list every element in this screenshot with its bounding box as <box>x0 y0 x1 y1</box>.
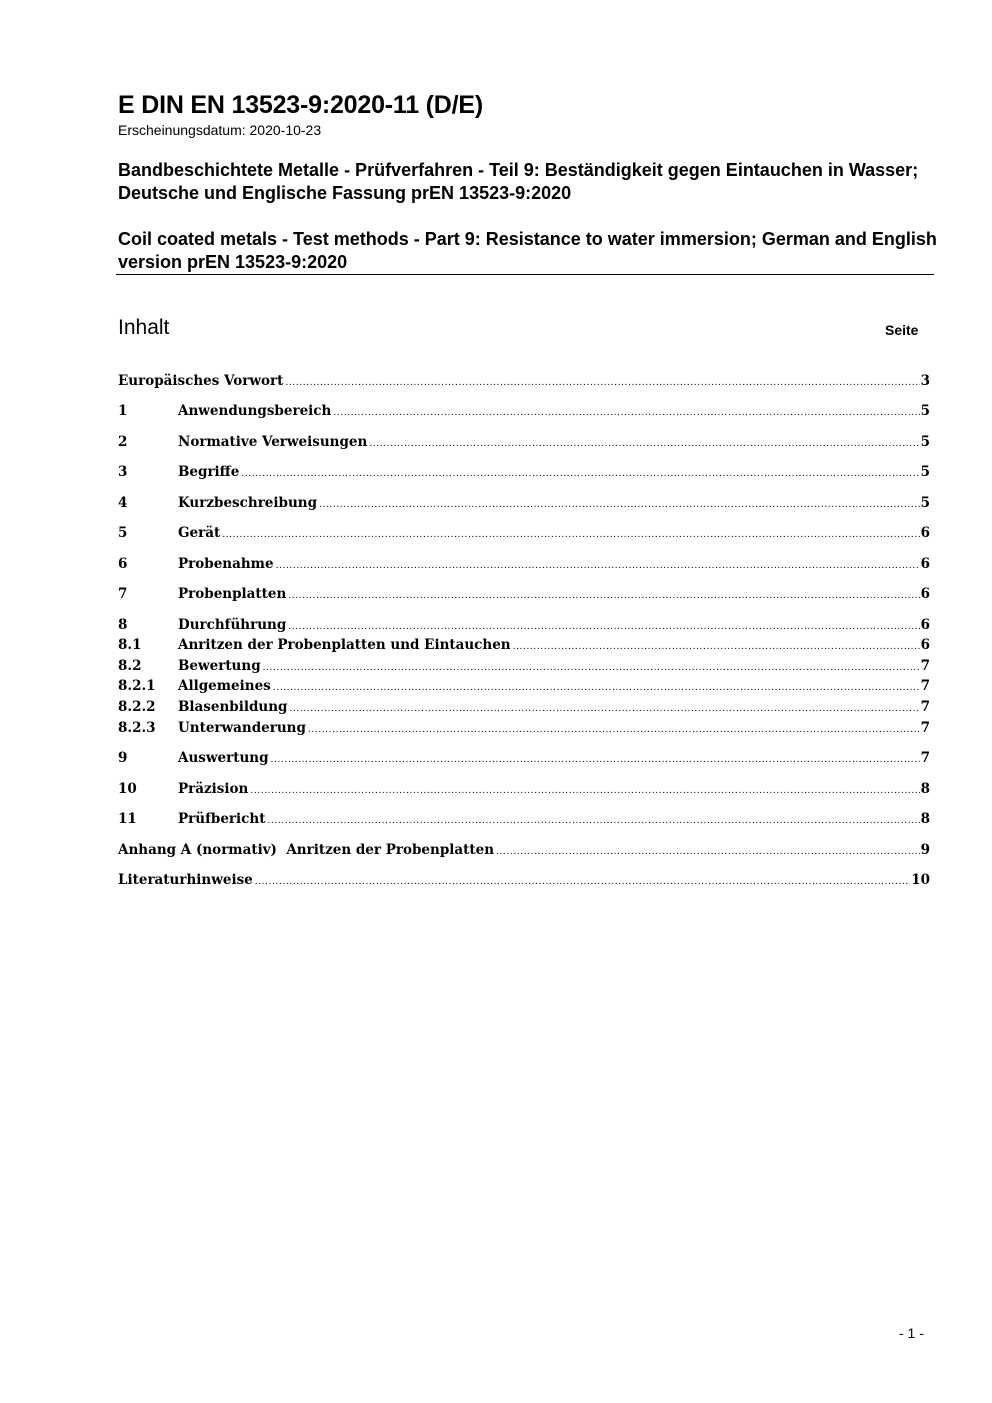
toc-dot-leader <box>367 434 919 454</box>
header-divider <box>116 274 934 275</box>
toc-entry-title: Bewertung <box>178 658 261 674</box>
toc-entry[interactable] <box>118 676 930 696</box>
toc-entry-page: 5 <box>920 495 930 511</box>
toc-entry-number: 8.2 <box>118 658 142 674</box>
document-title: E DIN EN 13523-9:2020-11 (D/E) <box>118 91 484 119</box>
toc-dot-leader <box>494 842 920 862</box>
toc-entry-title: Probenplatten <box>178 586 287 602</box>
toc-entry-number: 9 <box>118 750 128 766</box>
toc-dot-leader <box>286 586 919 606</box>
toc-dot-leader <box>271 678 920 698</box>
toc-entry-page: 3 <box>920 373 930 389</box>
toc-entry[interactable] <box>118 779 930 799</box>
toc-dot-leader <box>261 658 920 678</box>
toc-entry-page: 5 <box>920 464 930 480</box>
toc-entry-number: 8 <box>118 617 128 633</box>
toc-dot-leader <box>220 525 919 545</box>
toc-dot-leader <box>239 464 919 484</box>
toc-dot-leader <box>269 750 920 770</box>
toc-dot-leader <box>286 617 919 637</box>
toc-entry-page: 8 <box>920 781 930 797</box>
toc-entry[interactable] <box>118 840 930 860</box>
toc-entry-number: 3 <box>118 464 128 480</box>
toc-entry-page: 9 <box>920 842 930 858</box>
toc-entry-title: Literaturhinweise <box>118 872 253 888</box>
toc-entry[interactable] <box>118 584 930 604</box>
toc-entry-page: 10 <box>911 872 930 888</box>
toc-entry[interactable] <box>118 697 930 717</box>
toc-entry[interactable] <box>118 615 930 635</box>
toc-entry-page: 5 <box>920 434 930 450</box>
toc-entry[interactable] <box>118 462 930 482</box>
toc-entry-title: Prüfbericht <box>178 811 266 827</box>
toc-entry-number: 8.2.3 <box>118 720 156 736</box>
toc-entry-number: 6 <box>118 556 128 572</box>
toc-entry-title: Durchführung <box>178 617 287 633</box>
toc-entry-page: 6 <box>920 556 930 572</box>
toc-entry-title: Anwendungsbereich <box>178 403 332 419</box>
toc-dot-leader <box>248 781 919 801</box>
toc-entry[interactable] <box>118 748 930 768</box>
toc-dot-leader <box>317 495 920 515</box>
toc-entry-title: Kurzbeschreibung <box>178 495 318 511</box>
toc-entry-number: 4 <box>118 495 128 511</box>
toc-dot-leader <box>331 403 919 423</box>
toc-entry-number: 8.1 <box>118 637 142 653</box>
toc-entry-number: 1 <box>118 403 128 419</box>
toc-dot-leader <box>306 720 920 740</box>
toc-entry-number: 8.2.2 <box>118 699 156 715</box>
toc-entry-title: Blasenbildung <box>178 699 288 715</box>
toc-dot-leader <box>265 811 919 831</box>
toc-entry-page: 7 <box>920 658 930 674</box>
toc-entry-page: 7 <box>920 678 930 694</box>
toc-entry[interactable] <box>118 635 930 655</box>
toc-entry-number: 8.2.1 <box>118 678 156 694</box>
toc-entry-page: 8 <box>920 811 930 827</box>
toc-entry-title: Normative Verweisungen <box>178 434 368 450</box>
toc-entry-title: Europäisches Vorwort <box>118 373 284 389</box>
toc-heading: Inhalt <box>118 316 170 339</box>
toc-entry-page: 5 <box>920 403 930 419</box>
toc-entry-page: 7 <box>920 750 930 766</box>
toc-entry-title: Präzision <box>178 781 249 797</box>
toc-entry-page: 7 <box>920 720 930 736</box>
title-german: Bandbeschichtete Metalle - Prüfverfahren - Teil 9: Beständigkeit gegen Eintauchen in Wasser; Deutsche und Englische Fassung prEN 13523-9:2020 <box>118 160 919 203</box>
publication-date: Erscheinungsdatum: 2020-10-23 <box>118 122 322 138</box>
toc-dot-leader <box>253 872 910 892</box>
toc-entry[interactable] <box>118 493 930 513</box>
toc-entry-number: 7 <box>118 586 128 602</box>
toc-entry-title: Anritzen der Probenplatten und Eintauchen <box>178 637 511 653</box>
toc-entry[interactable] <box>118 401 930 421</box>
toc-entry-title: Gerät <box>178 525 221 541</box>
toc-entry-title: Probenahme <box>178 556 274 572</box>
toc-entry-page: 6 <box>920 525 930 541</box>
toc-entry[interactable] <box>118 718 930 738</box>
toc-entry-title: Allgemeines <box>178 678 271 694</box>
toc-page-column-heading: Seite <box>885 322 919 338</box>
toc-entry[interactable] <box>118 371 930 391</box>
toc-dot-leader <box>288 699 920 719</box>
toc-entry[interactable] <box>118 870 930 890</box>
toc-entry-number: 5 <box>118 525 128 541</box>
toc-entry-page: 6 <box>920 586 930 602</box>
toc-entry[interactable] <box>118 523 930 543</box>
page-number: - 1 - <box>899 1325 924 1341</box>
toc-entry-title: Anhang A (normativ) Anritzen der Probenplatten <box>118 842 495 858</box>
toc-entry-page: 6 <box>920 617 930 633</box>
toc-entry-title: Begriffe <box>178 464 240 480</box>
toc-dot-leader <box>511 637 920 657</box>
toc-entry-page: 7 <box>920 699 930 715</box>
toc-entry[interactable] <box>118 809 930 829</box>
toc-entry-page: 6 <box>920 637 930 653</box>
toc-entry[interactable] <box>118 554 930 574</box>
toc-entry-title: Auswertung <box>178 750 269 766</box>
toc-entry[interactable] <box>118 432 930 452</box>
toc-entry-number: 2 <box>118 434 128 450</box>
toc-entry[interactable] <box>118 656 930 676</box>
toc-entry-number: 11 <box>118 811 137 827</box>
toc-entry-title: Unterwanderung <box>178 720 306 736</box>
title-english: Coil coated metals - Test methods - Part 9: Resistance to water immersion; German and English version prEN 13523-9:2020 <box>118 229 937 272</box>
toc-dot-leader <box>283 373 919 393</box>
toc-entry-number: 10 <box>118 781 137 797</box>
toc-dot-leader <box>274 556 920 576</box>
